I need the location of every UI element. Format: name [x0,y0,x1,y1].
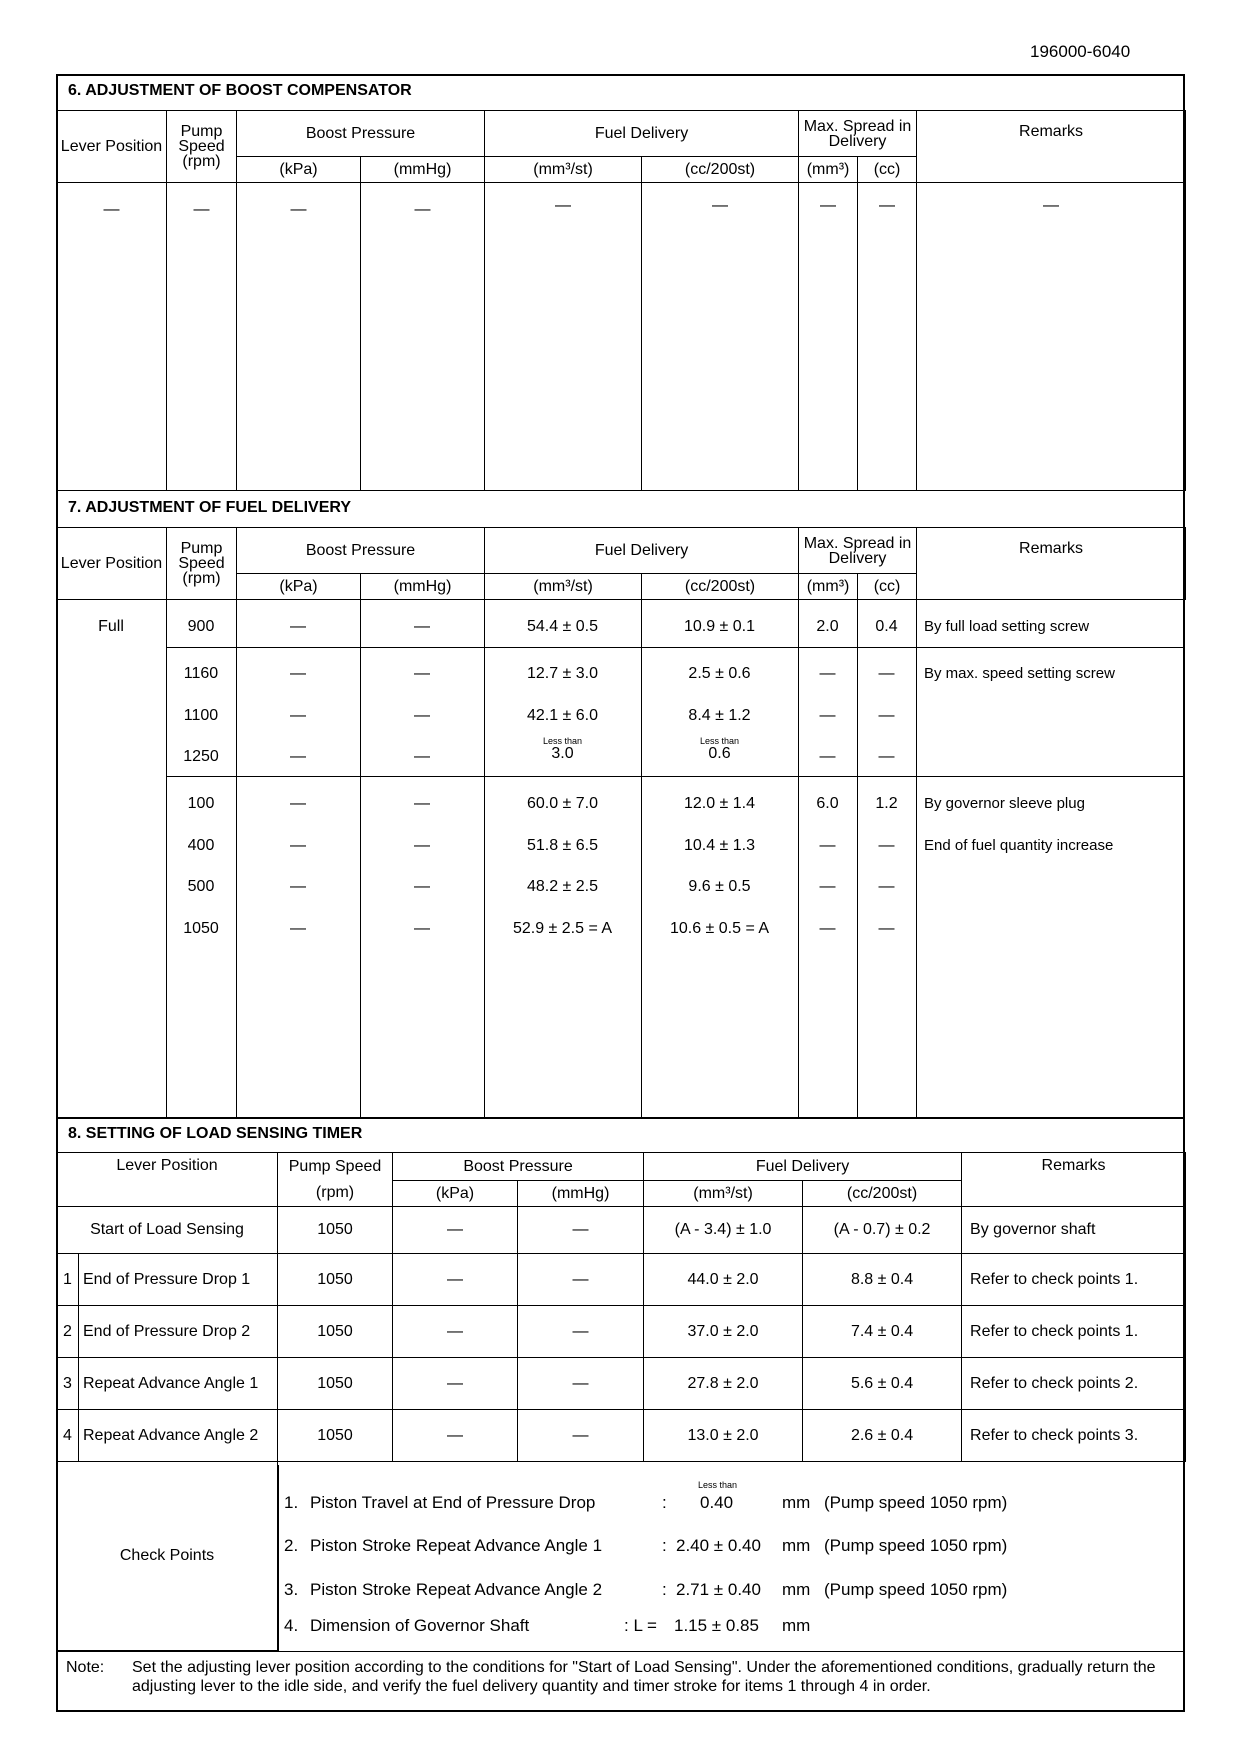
check-point-unit: mm [782,1580,811,1599]
cell-remarks: By full load setting screw [924,618,1090,635]
cell-mmhg: — [518,1306,644,1358]
check-point-label: Piston Stroke Repeat Advance Angle 2 [310,1580,603,1599]
cell-mm3: 51.8 ± 6.5 [526,837,599,854]
header-fuel-delivery: Fuel Delivery [485,111,799,157]
cell-cc: 10.6 ± 0.5 = A [669,920,770,937]
cell-spread-mm3: 6.0 [816,795,839,812]
check-point-unit: mm [782,1493,811,1512]
cell-mmhg: — [414,878,430,895]
check-point-number: 2. [284,1536,299,1555]
cell-mmhg: — [518,1254,644,1306]
check-point-unit: mm [782,1536,811,1555]
cell-kpa: — [393,1254,518,1306]
cell-number: 4 [57,1410,79,1462]
cell-mm3: 13.0 ± 2.0 [644,1410,803,1462]
note-divider [56,1651,1185,1652]
cell-dash: — [57,183,167,491]
cell-dash: — [799,183,858,491]
cell-mmhg: — [518,1207,644,1254]
cell-spread-mm3: — [819,837,836,854]
section-7-table [56,527,1186,600]
cell-kpa: — [393,1410,518,1462]
table-row [56,618,1185,638]
cell-spread-cc: 0.4 [875,618,898,635]
header-pump-speed: Pump Speed (rpm) [167,111,237,183]
cell-kpa: — [393,1207,518,1254]
cell-mm3: (A - 3.4) ± 1.0 [644,1207,803,1254]
table-row [56,878,1185,898]
unit-mm3-st: (mm³/st) [485,157,642,183]
cell-kpa: — [393,1306,518,1358]
less-than-value: 0.6 [708,745,731,762]
cell-mmhg: — [518,1358,644,1410]
cell-dash: — [237,183,361,491]
cell-mmhg: — [414,665,430,682]
note-text: Set the adjusting lever position according to the conditions for "Start of Load Sensing". Under the aforementioned conditions, gradually return the adjusting lever to the idle side, and verify the fuel delivery quantity and timer stroke for items 1 through 4 in order. [132,1659,1156,1695]
section-7-title: 7. ADJUSTMENT OF FUEL DELIVERY [68,499,351,516]
cell-kpa: — [290,837,306,854]
cell-speed: 900 [187,618,215,635]
cell-speed: 1050 [278,1306,393,1358]
header-pump-speed: Pump Speed (rpm) [167,528,237,600]
cell-cc: 8.4 ± 1.2 [688,707,751,724]
cell-dash: — [485,183,642,491]
header-fuel-delivery: Fuel Delivery [485,528,799,574]
cell-kpa: — [290,618,306,635]
header-boost-pressure: Boost Pressure [237,528,485,574]
cell-kpa: — [290,707,306,724]
table-row [56,665,1185,685]
unit-mm3: (mm³) [799,157,858,183]
header-fuel-delivery: Fuel Delivery [644,1153,962,1181]
check-points-divider [278,1465,279,1652]
check-point-value: 1.15 ± 0.85 [674,1616,759,1635]
section-6-title: 6. ADJUSTMENT OF BOOST COMPENSATOR [68,82,412,99]
unit-kpa: (kPa) [237,157,361,183]
cell-dash: — [167,183,237,491]
check-point-separator: : [662,1493,667,1512]
cell-remarks: By max. speed setting screw [924,665,1115,682]
header-pump-speed: Pump Speed [278,1153,393,1181]
cell-spread-mm3: 2.0 [816,618,839,635]
cell-speed: 1250 [183,748,219,765]
cell-mmhg: — [414,748,430,765]
cell-cc: 9.6 ± 0.5 [688,878,751,895]
cell-cc: 2.5 ± 0.6 [688,665,751,682]
unit-kpa: (kPa) [393,1181,518,1207]
check-point-separator: : [662,1536,667,1555]
unit-mmhg: (mmHg) [361,157,485,183]
cell-cc [641,737,798,762]
check-less-than-label: Less than [698,1480,738,1490]
cell-speed: 100 [187,795,215,812]
check-point-number: 4. [284,1616,299,1635]
cell-kpa: — [290,795,306,812]
unit-cc-200st: (cc/200st) [803,1181,962,1207]
check-point-condition: (Pump speed 1050 rpm) [824,1536,1008,1555]
section-divider [56,1117,1185,1119]
cell-remarks: End of fuel quantity increase [924,837,1114,854]
cell-cc: 8.8 ± 0.4 [803,1254,962,1306]
cell-cc: 12.0 ± 1.4 [683,795,756,812]
header-boost-pressure: Boost Pressure [393,1153,644,1181]
cell-spread-cc: — [878,665,895,682]
check-point-value: 2.71 ± 0.40 [676,1580,761,1599]
cell-remarks: By governor shaft [962,1207,1186,1254]
cell-cc: 7.4 ± 0.4 [803,1306,962,1358]
cell-kpa: — [290,748,306,765]
cell-spread-cc: — [878,837,895,854]
check-point-label: Piston Stroke Repeat Advance Angle 1 [310,1536,603,1555]
cell-number: 3 [57,1358,79,1410]
cell-remarks: Refer to check points 1. [962,1254,1186,1306]
cell-mm3: 52.9 ± 2.5 = A [512,920,613,937]
table-row [56,795,1185,815]
cell-spread-cc: 1.2 [875,795,898,812]
cell-mmhg: — [414,795,430,812]
check-points-label: Check Points [57,1462,278,1651]
unit-cc-200st: (cc/200st) [642,157,799,183]
header-remarks: Remarks [962,1153,1186,1207]
header-lever-position: Lever Position [57,1153,278,1207]
cell-mmhg: — [414,837,430,854]
cell-mm3: 48.2 ± 2.5 [526,878,599,895]
cell-spread-mm3: — [819,748,836,765]
cell-kpa: — [290,878,306,895]
unit-rpm: (rpm) [278,1181,393,1207]
cell-spread-mm3: — [819,665,836,682]
table-row [56,737,1185,769]
cell-mm3: 60.0 ± 7.0 [526,795,599,812]
cell-number: 2 [57,1306,79,1358]
less-than-label: Less than [542,736,583,746]
table-row [56,920,1185,940]
check-point-label: Piston Travel at End of Pressure Drop [310,1493,596,1512]
cell-cc: 10.4 ± 1.3 [683,837,756,854]
unit-mmhg: (mmHg) [361,574,485,600]
unit-kpa: (kPa) [237,574,361,600]
cell-mm3: 54.4 ± 0.5 [526,618,599,635]
cell-speed: 1050 [278,1207,393,1254]
less-than-value: 3.0 [551,745,574,762]
header-max-spread: Max. Spread in Delivery [799,111,917,157]
cell-speed: 1100 [183,707,219,724]
cell-lever: End of Pressure Drop 2 [79,1306,278,1358]
cell-mmhg: — [518,1410,644,1462]
check-point-unit: mm [782,1616,811,1635]
cell-speed: 1050 [278,1410,393,1462]
section-6-table [56,110,1186,491]
check-point-number: 1. [284,1493,299,1512]
cell-mm3: 44.0 ± 2.0 [644,1254,803,1306]
cell-kpa: — [290,920,306,937]
note-label: Note: [66,1659,105,1676]
section-8-table [56,1152,1186,1651]
header-max-spread: Max. Spread in Delivery [799,528,917,574]
cell-dash: — [917,183,1186,491]
cell-lever: Start of Load Sensing [57,1207,278,1254]
cell-speed: 1160 [183,665,219,682]
cell-spread-mm3: — [819,707,836,724]
cell-speed: 1050 [278,1358,393,1410]
cell-lever: Repeat Advance Angle 1 [79,1358,278,1410]
cell-remarks: Refer to check points 2. [962,1358,1186,1410]
cell-mm3: 27.8 ± 2.0 [644,1358,803,1410]
cell-kpa: — [290,665,306,682]
cell-mm3 [484,737,641,762]
cell-cc: (A - 0.7) ± 0.2 [803,1207,962,1254]
cell-spread-cc: — [878,878,895,895]
cell-dash: — [858,183,917,491]
check-point-label: Dimension of Governor Shaft [310,1616,530,1635]
header-lever-position: Lever Position [57,528,167,600]
cell-mm3: 37.0 ± 2.0 [644,1306,803,1358]
unit-mm3-st: (mm³/st) [644,1181,803,1207]
cell-speed: 400 [187,837,215,854]
cell-lever: Full [98,618,124,635]
check-point-separator: : [662,1580,667,1599]
section-8-title: 8. SETTING OF LOAD SENSING TIMER [68,1125,363,1142]
cell-lever: End of Pressure Drop 1 [79,1254,278,1306]
cell-speed: 1050 [278,1254,393,1306]
cell-dash: — [642,183,799,491]
check-point-value: 2.40 ± 0.40 [676,1536,761,1555]
check-point-condition: (Pump speed 1050 rpm) [824,1493,1008,1512]
cell-spread-mm3: — [819,920,836,937]
cell-mm3: 12.7 ± 3.0 [526,665,599,682]
header-remarks: Remarks [917,528,1186,600]
cell-dash: — [361,183,485,491]
cell-remarks: Refer to check points 1. [962,1306,1186,1358]
cell-speed: 1050 [183,920,219,937]
check-point-number: 3. [284,1580,299,1599]
cell-spread-mm3: — [819,878,836,895]
cell-spread-cc: — [878,748,895,765]
cell-cc: 2.6 ± 0.4 [803,1410,962,1462]
cell-cc: 10.9 ± 0.1 [683,618,756,635]
check-point-condition: (Pump speed 1050 rpm) [824,1580,1008,1599]
cell-remarks: Refer to check points 3. [962,1410,1186,1462]
cell-spread-cc: — [878,920,895,937]
cell-kpa: — [393,1358,518,1410]
cell-speed: 500 [187,878,215,895]
unit-mm3-st: (mm³/st) [485,574,642,600]
cell-mmhg: — [414,707,430,724]
check-point-separator: : L = [624,1616,657,1635]
unit-cc: (cc) [858,157,917,183]
header-lever-position: Lever Position [57,111,167,183]
check-point-value: 0.40 [700,1493,734,1512]
unit-mmhg: (mmHg) [518,1181,644,1207]
cell-mm3: 42.1 ± 6.0 [526,707,599,724]
unit-mm3: (mm³) [799,574,858,600]
unit-cc: (cc) [858,574,917,600]
unit-cc-200st: (cc/200st) [642,574,799,600]
cell-mmhg: — [414,920,430,937]
document-number: 196000-6040 [1030,42,1131,61]
cell-lever: Repeat Advance Angle 2 [79,1410,278,1462]
table-row [56,837,1185,857]
cell-spread-cc: — [878,707,895,724]
cell-cc: 5.6 ± 0.4 [803,1358,962,1410]
header-boost-pressure: Boost Pressure [237,111,485,157]
cell-remarks: By governor sleeve plug [924,795,1085,812]
cell-number: 1 [57,1254,79,1306]
table-row [56,707,1185,727]
cell-mmhg: — [414,618,430,635]
header-remarks: Remarks [917,111,1186,183]
less-than-label: Less than [699,736,740,746]
